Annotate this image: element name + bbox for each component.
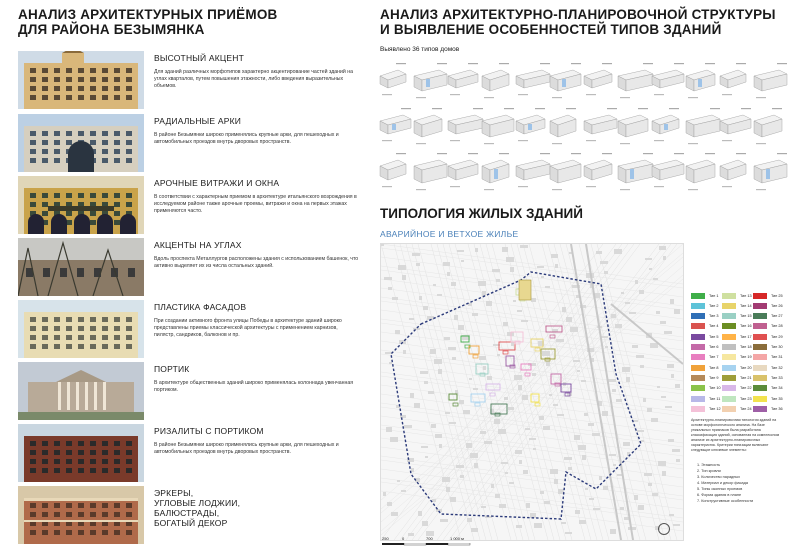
building-type-thumbnail bbox=[754, 153, 787, 190]
legend-swatch bbox=[722, 313, 736, 319]
legend-item bbox=[722, 405, 752, 412]
legend-item bbox=[691, 364, 719, 371]
building-type-thumbnail bbox=[652, 153, 684, 187]
technique-text bbox=[154, 488, 359, 534]
legend-label: Тип 14 bbox=[740, 303, 752, 308]
legend-label: Тип 31 bbox=[771, 355, 783, 360]
technique-description: Вдоль проспекта Металлургов расположены здания с использованием башенок, что активно выделяет их из числа остальных зданий. bbox=[154, 256, 359, 269]
legend-label: Тип 18 bbox=[740, 345, 752, 349]
legend-label: Тип 21 bbox=[740, 375, 752, 380]
legend-item bbox=[722, 292, 752, 299]
technique-row bbox=[18, 424, 363, 482]
building-type-thumbnail bbox=[482, 63, 509, 98]
technique-text bbox=[154, 302, 359, 339]
technique-heading: ЭРКЕРЫ, УГЛОВЫЕ ЛОДЖИИ, БАЛЮСТРАДЫ, БОГАТЫЙ ДЕКОР bbox=[154, 488, 241, 528]
building-type-thumbnail bbox=[754, 63, 787, 98]
technique-photo bbox=[18, 176, 144, 234]
technique-row bbox=[18, 362, 363, 420]
building-type-thumbnail bbox=[652, 108, 679, 141]
legend-item bbox=[691, 395, 720, 402]
building-type-thumbnail bbox=[550, 153, 581, 190]
legend-swatch bbox=[691, 365, 705, 371]
legend-swatch bbox=[691, 406, 705, 412]
legend-label: Тип 2 bbox=[709, 303, 719, 308]
legend-item bbox=[722, 385, 752, 392]
legend-label: Тип 17 bbox=[740, 334, 752, 339]
legend-label: Тип 33 bbox=[771, 375, 783, 380]
legend-item bbox=[691, 374, 719, 381]
legend-item bbox=[722, 302, 752, 309]
typology-title: ТИПОЛОГИЯ ЖИЛЫХ ЗДАНИЙ bbox=[380, 206, 583, 221]
building-type-thumbnail bbox=[652, 63, 684, 95]
building-type-thumbnail bbox=[754, 108, 782, 144]
legend-swatch bbox=[691, 334, 705, 340]
legend-label: Тип 8 bbox=[709, 365, 719, 370]
legend-item bbox=[753, 395, 783, 402]
typology-criteria bbox=[697, 462, 785, 504]
technique-heading: АКЦЕНТЫ НА УГЛАХ bbox=[154, 240, 242, 250]
legend-swatch bbox=[722, 344, 736, 350]
technique-photo bbox=[18, 51, 144, 109]
technique-row bbox=[18, 486, 363, 544]
criterion-item: 2. Тип кровли bbox=[697, 469, 721, 473]
legend-label: Тип 27 bbox=[771, 314, 783, 319]
legend-swatch bbox=[691, 375, 705, 381]
technique-text bbox=[154, 178, 359, 215]
legend-item bbox=[691, 302, 719, 309]
legend-swatch bbox=[722, 396, 736, 402]
legend-item bbox=[753, 302, 783, 309]
technique-text bbox=[154, 116, 359, 146]
building-type-thumbnail bbox=[584, 108, 617, 141]
technique-row bbox=[18, 51, 363, 109]
legend-label: Тип 26 bbox=[771, 303, 783, 308]
legend-swatch bbox=[722, 354, 736, 360]
technique-heading: АРОЧНЫЕ ВИТРАЖИ И ОКНА bbox=[154, 178, 280, 188]
legend-label: Тип 29 bbox=[771, 334, 783, 339]
legend-swatch bbox=[753, 303, 767, 309]
legend-label: Тип 19 bbox=[740, 355, 752, 360]
legend-swatch bbox=[722, 385, 736, 391]
legend-label: Тип 6 bbox=[709, 345, 719, 349]
legend-item bbox=[753, 333, 783, 340]
structure-analysis-column bbox=[380, 0, 790, 554]
criterion-item: 5. Типы оконных проемов bbox=[697, 487, 743, 491]
technique-heading: ПЛАСТИКА ФАСАДОВ bbox=[154, 302, 247, 312]
building-type-thumbnail bbox=[448, 153, 478, 187]
building-type-thumbnail bbox=[686, 153, 715, 190]
legend-item bbox=[722, 313, 752, 320]
technique-photo bbox=[18, 238, 144, 296]
technique-row bbox=[18, 300, 363, 358]
building-type-thumbnail bbox=[720, 63, 746, 95]
building-type-thumbnail bbox=[618, 63, 653, 98]
legend-label: Тип 7 bbox=[709, 355, 719, 360]
legend-label: Тип 11 bbox=[709, 396, 721, 401]
legend-label: Тип 34 bbox=[771, 386, 783, 391]
legend-item bbox=[722, 374, 752, 381]
typology-subtitle: АВАРИЙНОЕ И ВЕТХОЕ ЖИЛЬЕ bbox=[380, 229, 519, 239]
legend-swatch bbox=[753, 323, 767, 329]
technique-text bbox=[154, 426, 359, 456]
legend-item bbox=[722, 333, 752, 340]
legend-swatch bbox=[691, 313, 705, 319]
building-type-thumbnail bbox=[414, 108, 442, 144]
legend-swatch bbox=[722, 375, 736, 381]
building-type-thumbnail bbox=[618, 153, 653, 190]
technique-row bbox=[18, 114, 363, 172]
building-type-thumbnail bbox=[720, 153, 746, 187]
technique-description: В районе Безымянки широко применялись крупные арки, для пешеходных и автомобильных проездов внутрь дворовых пространств. bbox=[154, 442, 339, 455]
legend-label: Тип 15 bbox=[740, 314, 752, 319]
north-arrow-icon bbox=[658, 523, 670, 535]
legend-label: Тип 20 bbox=[740, 365, 752, 370]
criterion-item: 3. Количество парадных bbox=[697, 475, 740, 479]
legend-item bbox=[691, 354, 719, 361]
legend-label: Тип 1 bbox=[709, 293, 719, 298]
technique-heading: РИЗАЛИТЫ С ПОРТИКОМ bbox=[154, 426, 264, 436]
legend-label: Тип 32 bbox=[771, 365, 783, 370]
typology-note: Архитектурно-планировочная типология зданий на основе морфологического анализа. На базе уникальных признаков была разработана классификация зданий, основанная на комплексном анализе их архитектурно-планировочных характеристик. Критерии типизации включают следующие ключевые элементы: bbox=[691, 418, 780, 452]
legend-item bbox=[691, 313, 719, 320]
legend-swatch bbox=[722, 293, 736, 299]
architectural-techniques-column bbox=[18, 0, 363, 554]
legend-swatch bbox=[753, 293, 767, 299]
building-type-thumbnail bbox=[720, 108, 751, 141]
criterion-item: 7. Конструктивные особенности bbox=[697, 499, 754, 503]
legend-item bbox=[753, 364, 783, 371]
legend-item bbox=[722, 364, 752, 371]
legend-item bbox=[691, 333, 719, 340]
technique-text bbox=[154, 364, 359, 394]
types-count-label: Выявлено 36 типов домов bbox=[380, 46, 460, 53]
technique-description: В архитектуре общественных зданий широко применялась колоннада увенчанная портиком. bbox=[154, 380, 354, 393]
legend-swatch bbox=[753, 365, 767, 371]
legend-swatch bbox=[753, 344, 767, 350]
legend-label: Тип 22 bbox=[740, 386, 752, 391]
technique-description: В соответствии с характерным приемом в архитектуре итальянского возрождения в исследуемом районе также арочные проемы, витражи и окна на первых этажах применяются часто. bbox=[154, 194, 357, 214]
legend-label: Тип 36 bbox=[771, 406, 783, 411]
legend-swatch bbox=[691, 385, 705, 391]
legend-item bbox=[691, 344, 719, 351]
legend-label: Тип 10 bbox=[709, 386, 721, 391]
building-type-thumbnail bbox=[516, 108, 545, 141]
technique-photo bbox=[18, 424, 144, 482]
legend-item bbox=[722, 354, 752, 361]
criterion-item: 4. Материал и декор фасада bbox=[697, 481, 748, 485]
legend-item bbox=[691, 292, 719, 299]
criterion-item: 6. Форма здания в плане bbox=[697, 493, 742, 497]
legend-item bbox=[691, 385, 721, 392]
legend-swatch bbox=[753, 375, 767, 381]
legend-label: Тип 16 bbox=[740, 324, 752, 329]
legend-item bbox=[753, 354, 783, 361]
legend-swatch bbox=[722, 406, 736, 412]
legend-label: Тип 23 bbox=[740, 396, 752, 401]
legend-swatch bbox=[753, 385, 767, 391]
technique-row bbox=[18, 176, 363, 234]
legend-swatch bbox=[691, 354, 705, 360]
legend-item bbox=[722, 323, 752, 330]
building-type-thumbnail bbox=[448, 63, 478, 95]
technique-photo bbox=[18, 300, 144, 358]
building-type-thumbnail bbox=[482, 108, 514, 144]
legend-label: Тип 5 bbox=[709, 334, 719, 339]
technique-photo bbox=[18, 362, 144, 420]
legend-swatch bbox=[753, 406, 767, 412]
technique-description: Для зданий различных морфотипов характерно акцентирование частей зданий на углах кварталов, путем повышения этажности, либо введения выразительных объемов. bbox=[154, 69, 353, 89]
technique-heading: ПОРТИК bbox=[154, 364, 190, 374]
legend-swatch bbox=[753, 354, 767, 360]
legend-swatch bbox=[691, 323, 705, 329]
criterion-item: 1. Этажность bbox=[697, 463, 721, 467]
scale-bar: 250 0 700 1 000 м bbox=[382, 543, 472, 553]
legend-swatch bbox=[753, 334, 767, 340]
legend-label: Тип 3 bbox=[709, 314, 719, 319]
legend-swatch bbox=[691, 303, 705, 309]
legend-item bbox=[753, 313, 783, 320]
left-title: АНАЛИЗ АРХИТЕКТУРНЫХ ПРИЁМОВ ДЛЯ РАЙОНА БЕЗЫМЯНКА bbox=[18, 7, 278, 37]
legend-item bbox=[753, 292, 783, 299]
building-type-thumbnail bbox=[516, 63, 550, 95]
legend-swatch bbox=[753, 313, 767, 319]
legend-label: Тип 12 bbox=[709, 406, 721, 411]
building-types-axonometry bbox=[372, 58, 792, 193]
legend-label: Тип 35 bbox=[771, 396, 783, 401]
technique-text bbox=[154, 53, 359, 90]
building-type-thumbnail bbox=[516, 153, 550, 187]
technique-photo bbox=[18, 486, 144, 544]
legend-item bbox=[753, 323, 783, 330]
building-type-thumbnail bbox=[380, 153, 406, 187]
technique-description: При создании активного фронта улицы Победы в архитектуре зданий широко представлены приемы классической архитектуры с применением карнизов, пилястр, сандриков, балконов и пр. bbox=[154, 318, 342, 338]
legend-item bbox=[722, 344, 752, 351]
building-type-thumbnail bbox=[414, 63, 447, 98]
typology-map bbox=[380, 243, 684, 541]
legend-label: Тип 24 bbox=[740, 406, 752, 411]
legend-item bbox=[691, 405, 721, 412]
building-type-thumbnail bbox=[414, 153, 447, 190]
technique-heading: РАДИАЛЬНЫЕ АРКИ bbox=[154, 116, 242, 126]
legend-swatch bbox=[722, 365, 736, 371]
legend-label: Тип 28 bbox=[771, 324, 783, 329]
building-type-thumbnail bbox=[550, 108, 576, 144]
legend-label: Тип 9 bbox=[709, 375, 719, 380]
legend-swatch bbox=[691, 396, 705, 402]
legend-item bbox=[753, 344, 783, 351]
legend-swatch bbox=[722, 334, 736, 340]
legend-label: Тип 4 bbox=[709, 324, 719, 329]
legend-label: Тип 30 bbox=[771, 345, 783, 349]
building-type-thumbnail bbox=[550, 63, 581, 98]
legend-swatch bbox=[691, 293, 705, 299]
building-type-thumbnail bbox=[584, 63, 612, 95]
legend-label: Тип 13 bbox=[740, 293, 752, 298]
technique-heading: ВЫСОТНЫЙ АКЦЕНТ bbox=[154, 53, 244, 63]
legend-label: Тип 25 bbox=[771, 293, 783, 298]
building-type-thumbnail bbox=[380, 108, 411, 141]
legend-item bbox=[753, 374, 783, 381]
building-type-thumbnail bbox=[584, 153, 612, 187]
building-type-thumbnail bbox=[380, 63, 406, 95]
building-type-thumbnail bbox=[686, 63, 715, 98]
legend-item bbox=[691, 323, 719, 330]
legend-swatch bbox=[691, 344, 705, 350]
legend-item bbox=[753, 405, 783, 412]
legend-item bbox=[753, 385, 783, 392]
building-type-thumbnail bbox=[618, 108, 648, 144]
legend-item bbox=[722, 395, 752, 402]
legend-swatch bbox=[722, 303, 736, 309]
legend-swatch bbox=[722, 323, 736, 329]
building-type-thumbnail bbox=[482, 153, 509, 190]
technique-row bbox=[18, 238, 363, 296]
building-type-thumbnail bbox=[686, 108, 720, 144]
legend-swatch bbox=[753, 396, 767, 402]
building-type-thumbnail bbox=[448, 108, 483, 141]
right-title: АНАЛИЗ АРХИТЕКТУРНО-ПЛАНИРОВОЧНОЙ СТРУКТУРЫ И ВЫЯВЛЕНИЕ ОСОБЕННОСТЕЙ ТИПОВ ЗДАНИЙ bbox=[380, 7, 776, 37]
technique-text bbox=[154, 240, 359, 270]
technique-photo bbox=[18, 114, 144, 172]
technique-description: В районе Безымянки широко применялись крупные арки, для пешеходных и автомобильных проездов внутрь дворовых пространств. bbox=[154, 132, 339, 145]
